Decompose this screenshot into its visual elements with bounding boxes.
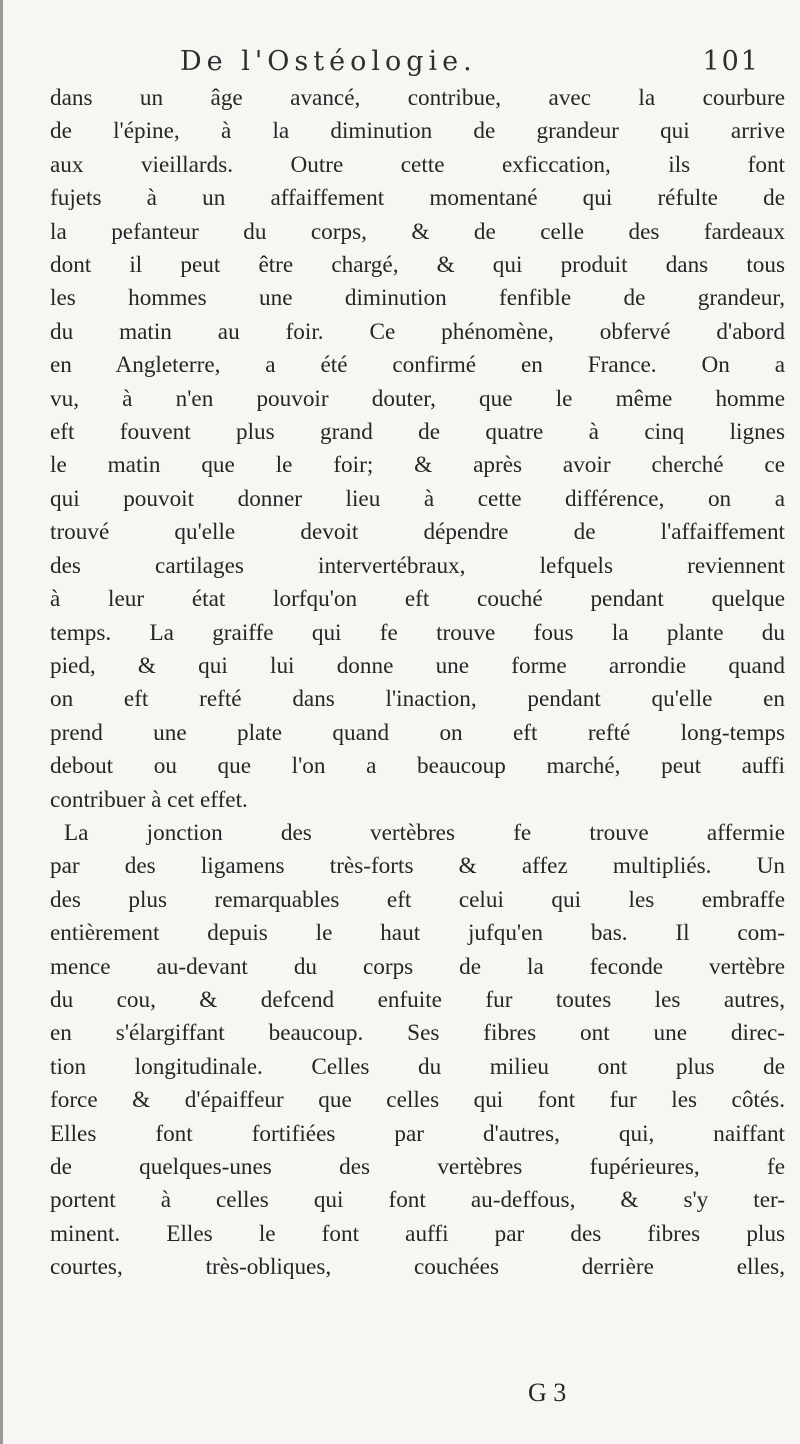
text-line: mence au-devant du corps de la feconde vertèbre	[50, 953, 785, 980]
text-line: trouvé qu'elle devoit dépendre de l'affaiffement	[50, 519, 785, 546]
text-line: par des ligamens très-forts & affez multipliés. Un	[50, 853, 785, 880]
text-line: du cou, & defcend enfuite fur toutes les autres,	[50, 986, 785, 1013]
text-line: eft fouvent plus grand de quatre à cinq lignes	[50, 419, 785, 446]
text-line: qui pouvoit donner lieu à cette différence, on a	[50, 485, 785, 512]
text-line: les hommes une diminution fenfible de grandeur,	[50, 285, 785, 312]
page-number: 101	[702, 46, 760, 77]
text-line: on eft refté dans l'inaction, pendant qu'elle en	[50, 686, 785, 713]
page-edge-shadow	[0, 0, 3, 1444]
text-line: de quelques-unes des vertèbres fupérieures, fe	[50, 1154, 785, 1180]
signature-mark: G 3	[528, 1378, 567, 1407]
text-line: pied, & qui lui donne une forme arrondie quand	[50, 652, 785, 679]
text-line: tion longitudinale. Celles du milieu ont plus de	[50, 1053, 785, 1080]
text-line: La jonction des vertèbres fe trouve affermie	[64, 819, 785, 846]
text-line: minent. Elles le font auffi par des fibres plus	[50, 1220, 785, 1247]
text-line: de l'épine, à la diminution de grandeur qui arrive	[50, 118, 785, 145]
text-line: le matin que le foir; & après avoir cherché ce	[50, 452, 785, 479]
text-line: temps. La graiffe qui fe trouve fous la plante du	[50, 619, 785, 646]
text-line: des plus remarquables eft celui qui les embraffe	[50, 886, 785, 913]
text-line: à leur état lorfqu'on eft couché pendant quelque	[50, 586, 785, 613]
text-line: debout ou que l'on a beaucoup marché, peut auffi	[50, 753, 785, 780]
text-line: la pefanteur du corps, & de celle des fardeaux	[50, 218, 785, 245]
text-line: fujets à un affaiffement momentané qui réfulte de	[50, 185, 785, 212]
text-line: courtes, très-obliques, couchées derrière elles,	[50, 1254, 785, 1281]
text-line: du matin au foir. Ce phénomène, obfervé d'abord	[50, 318, 785, 345]
text-line: prend une plate quand on eft refté long-temps	[50, 719, 785, 746]
text-line: portent à celles qui font au-deffous, & s'y ter-	[50, 1187, 785, 1214]
text-line: dont il peut être chargé, & qui produit dans tous	[50, 252, 785, 279]
running-head: De l'Ostéologie.	[180, 46, 477, 77]
text-line: dans un âge avancé, contribue, avec la courbure	[50, 85, 785, 111]
text-line: des cartilages intervertébraux, lefquels reviennent	[50, 552, 785, 579]
text-line: entièrement depuis le haut jufqu'en bas. Il com-	[50, 920, 785, 947]
text-line: en s'élargiffant beaucoup. Ses fibres ont une direc-	[50, 1020, 785, 1047]
text-line: force & d'épaiffeur que celles qui font fur les côtés.	[50, 1087, 785, 1114]
body-text	[50, 82, 785, 1285]
text-line: vu, à n'en pouvoir douter, que le même homme	[50, 385, 785, 412]
text-line: en Angleterre, a été confirmé en France. On a	[50, 352, 785, 379]
text-line: Elles font fortifiées par d'autres, qui, naiffant	[50, 1120, 785, 1147]
text-line: aux vieillards. Outre cette exficcation, ils font	[50, 151, 785, 178]
page-header	[180, 46, 760, 86]
text-line: contribuer à cet effet.	[50, 786, 248, 813]
